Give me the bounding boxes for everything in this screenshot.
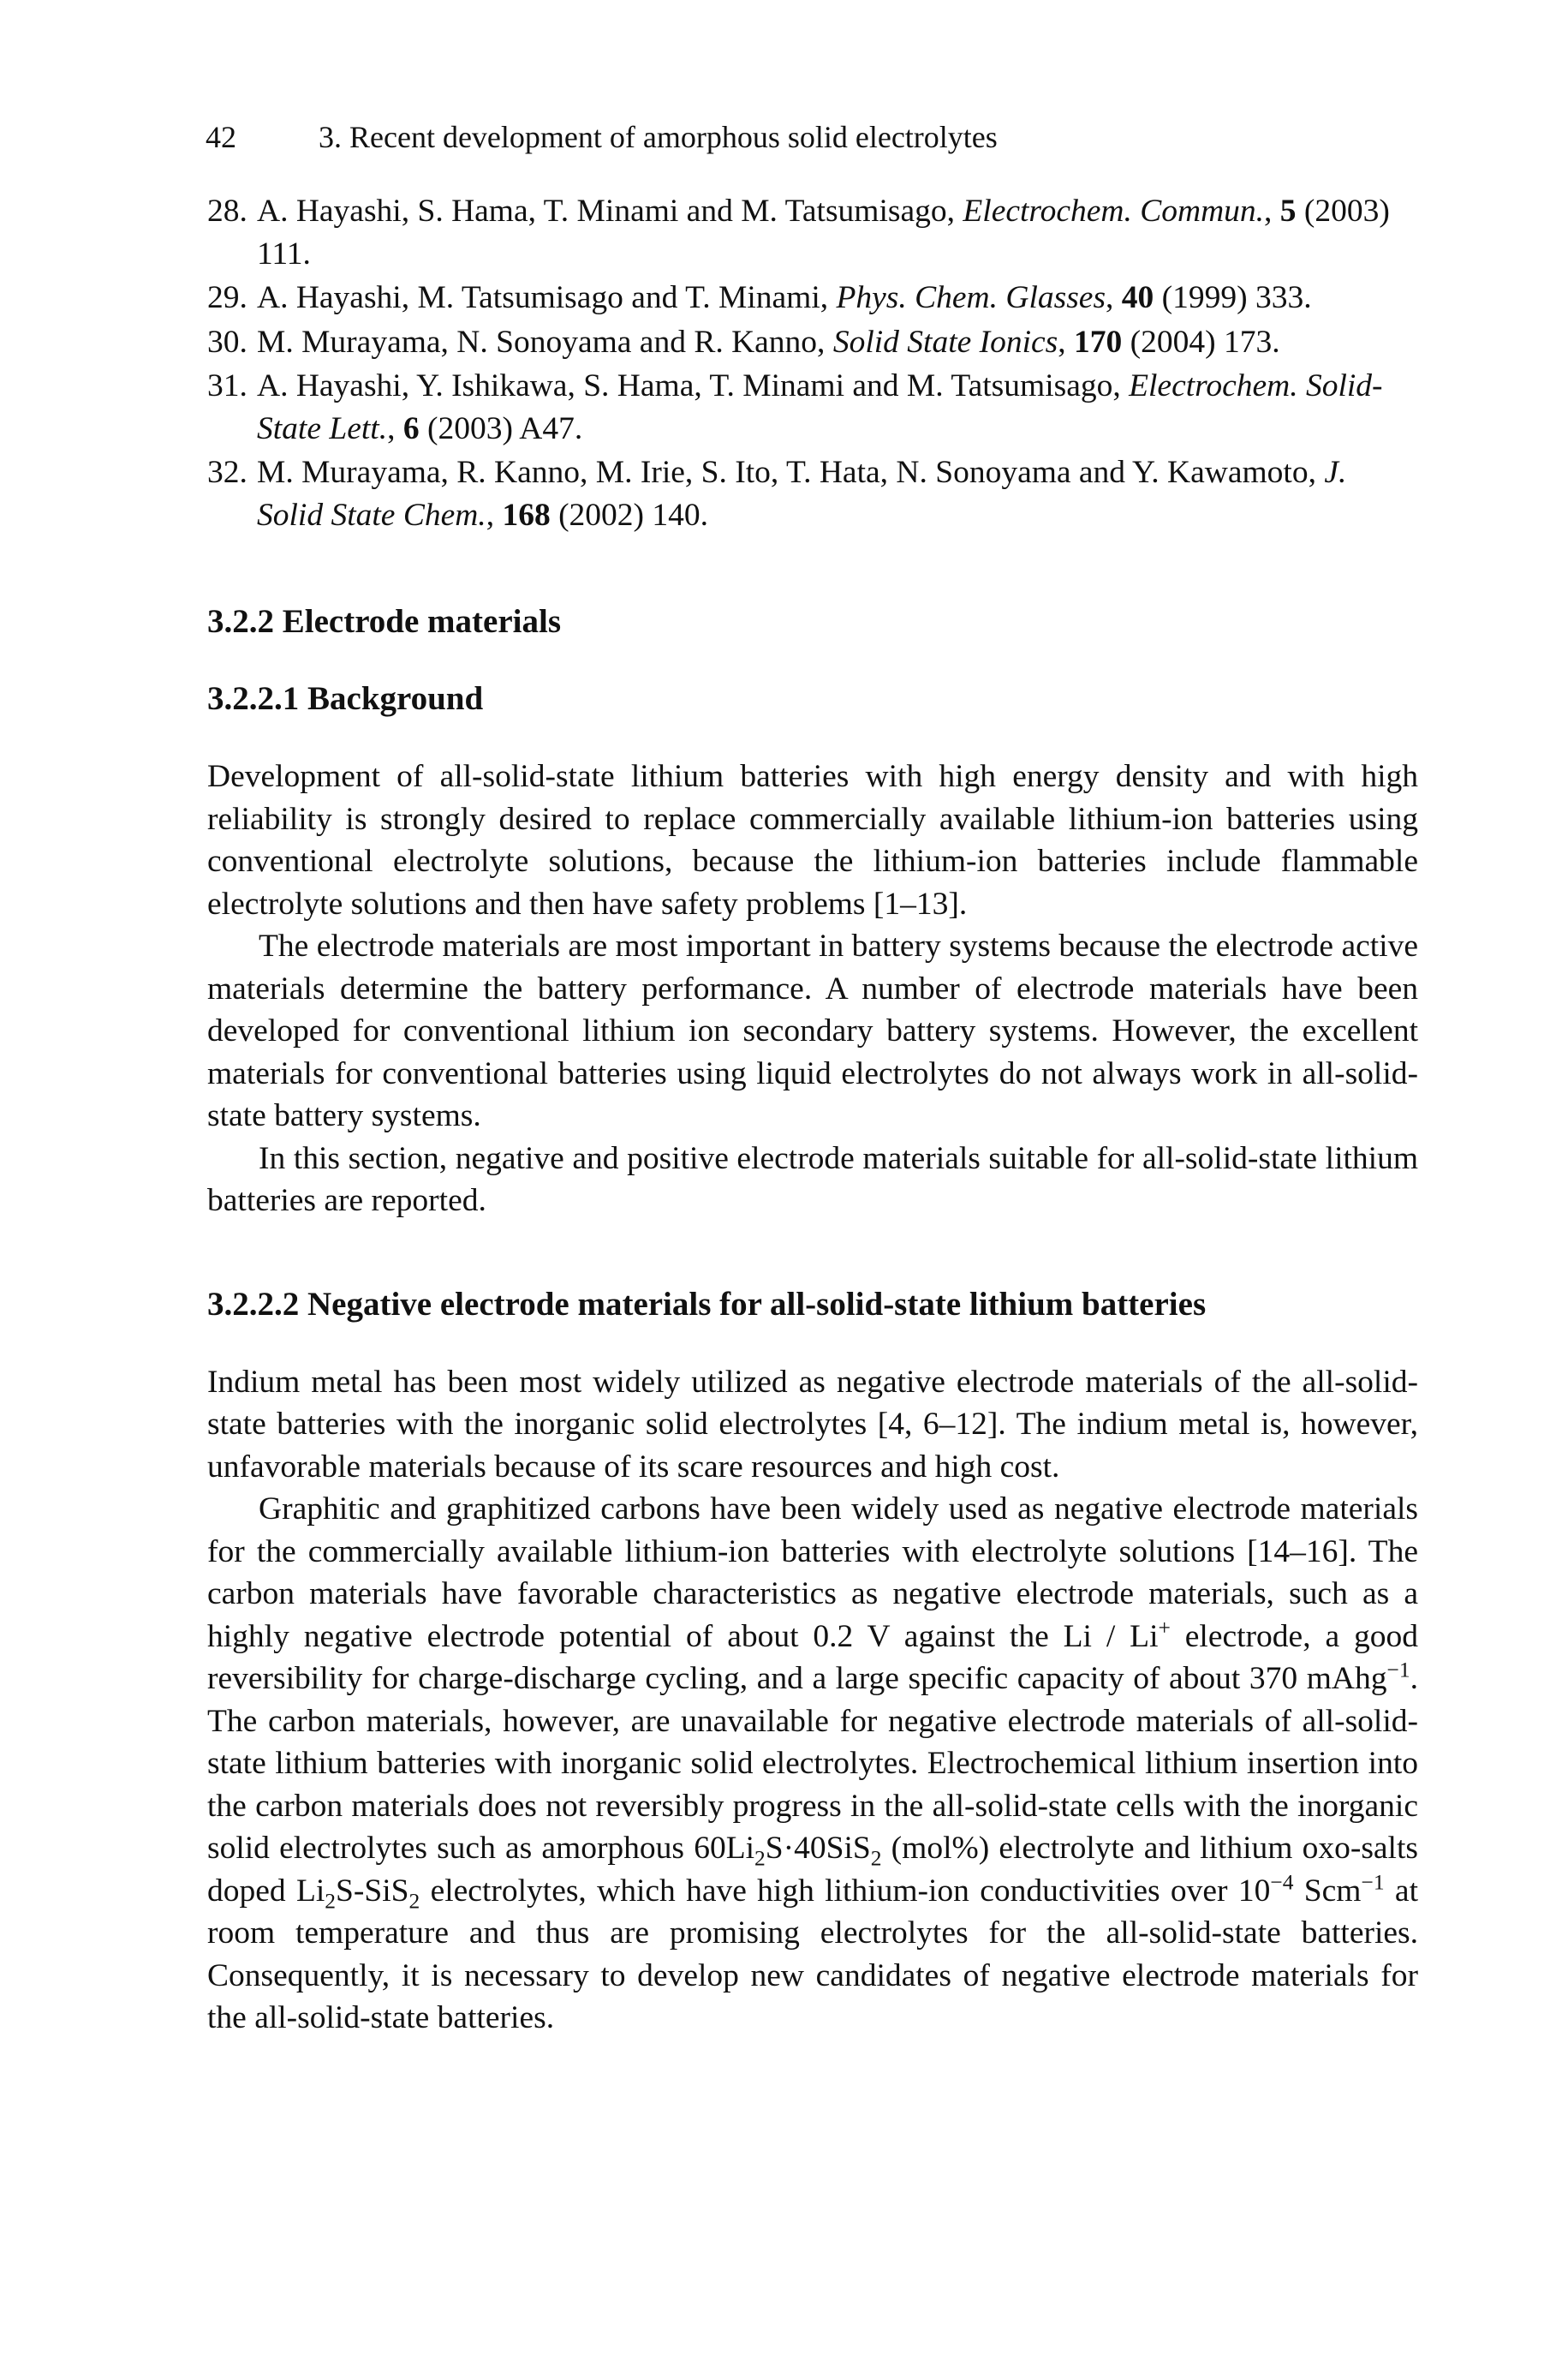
reference-item — [207, 451, 1418, 536]
body-paragraph: Graphitic and graphitized carbons have been widely used as negative electrode materials for the commercially available lithium-ion batteries with electrolyte solutions [14–16]. The carbon materials have favorable characteristics as negative electrode materials, such as a highly negative electrode potential of about 0.2 V against the Li / Li+ electrode, a good reversibility for charge-discharge cycling, and a large specific capacity of about 370 mAhg$^{-1}$. The carbon materials, however, are unavailable for negative electrode materials of all-solid-state lithium batteries with inorganic solid electrolytes. Electrochemical lithium insertion into the carbon materials does not reversibly progress in the all-solid-state cells with the inorganic solid electrolytes such as amorphous $60Li_2S\cdot 40SiS_2$ (mol%) electrolyte and lithium oxo-salts doped $Li_2S-SiS_2$ electrolytes, which have high lithium-ion conductivities over $10^{-4}$ Scm$^{-1}$ at room temperature and thus are promising electrolytes for the all-solid-state batteries. Consequently, it is necessary to develop new candidates of negative electrode materials for the all-solid-state batteries. — [207, 1491, 1419, 2035]
subsection-heading-background: 3.2.2.1 Background — [207, 680, 484, 717]
reference-number: 29. — [207, 280, 247, 315]
reference-number: 31. — [207, 368, 247, 403]
reference-number: 30. — [207, 324, 247, 360]
reference-item — [207, 365, 1418, 450]
body-paragraph: Development of all-solid-state lithium batteries with high energy density and with high reliability is strongly desired to replace commercially available lithium-ion batteries using conventional electrolyte solutions, because the lithium-ion batteries include flammable electrolyte solutions and then have safety problems [1–13]. — [207, 759, 1418, 922]
reference-number: 32. — [207, 455, 247, 490]
reference-item — [207, 190, 1418, 275]
subsection-heading-negative-electrode: 3.2.2.2 Negative electrode materials for all-solid-state lithium batteries — [207, 1285, 1207, 1323]
reference-item — [207, 277, 1418, 320]
reference-list — [207, 190, 1418, 536]
page-number: 42 — [206, 120, 236, 154]
reference-text: A. Hayashi, S. Hama, T. Minami and M. Tatsumisago, Electrochem. Commun., 5 (2003) 111. — [257, 194, 1390, 272]
body-paragraph: Indium metal has been most widely utilized as negative electrode materials of the all-solid-state batteries with the inorganic solid electrolytes [4, 6–12]. The indium metal is, however, unfavorable materials because of its scare resources and high cost. — [207, 1364, 1418, 1485]
reference-text: A. Hayashi, M. Tatsumisago and T. Minami, Phys. Chem. Glasses, 40 (1999) 333. — [257, 280, 1312, 315]
body-paragraph: In this section, negative and positive electrode materials suitable for all-solid-state lithium batteries are reported. — [207, 1140, 1418, 1218]
reference-item — [207, 321, 1418, 364]
section-heading: 3.2.2 Electrode materials — [207, 603, 562, 640]
reference-number: 28. — [207, 194, 247, 229]
running-header — [206, 118, 998, 156]
reference-text: A. Hayashi, Y. Ishikawa, S. Hama, T. Minami and M. Tatsumisago, Electrochem. Solid-State Lett., 6 (2003) A47. — [257, 368, 1383, 446]
reference-text: M. Murayama, R. Kanno, M. Irie, S. Ito, T. Hata, N. Sonoyama and Y. Kawamoto, J. Solid State Chem., 168 (2002) 140. — [257, 455, 1347, 533]
main-content — [207, 190, 1418, 2040]
running-title: 3. Recent development of amorphous solid electrolytes — [319, 120, 998, 154]
body-paragraph: The electrode materials are most important in battery systems because the electrode active materials determine the battery performance. A number of electrode materials have been developed for conventional lithium ion secondary battery systems. However, the excellent materials for conventional batteries using liquid electrolytes do not always work in all-solid-state battery systems. — [207, 929, 1418, 1133]
reference-text: M. Murayama, N. Sonoyama and R. Kanno, Solid State Ionics, 170 (2004) 173. — [257, 324, 1280, 360]
